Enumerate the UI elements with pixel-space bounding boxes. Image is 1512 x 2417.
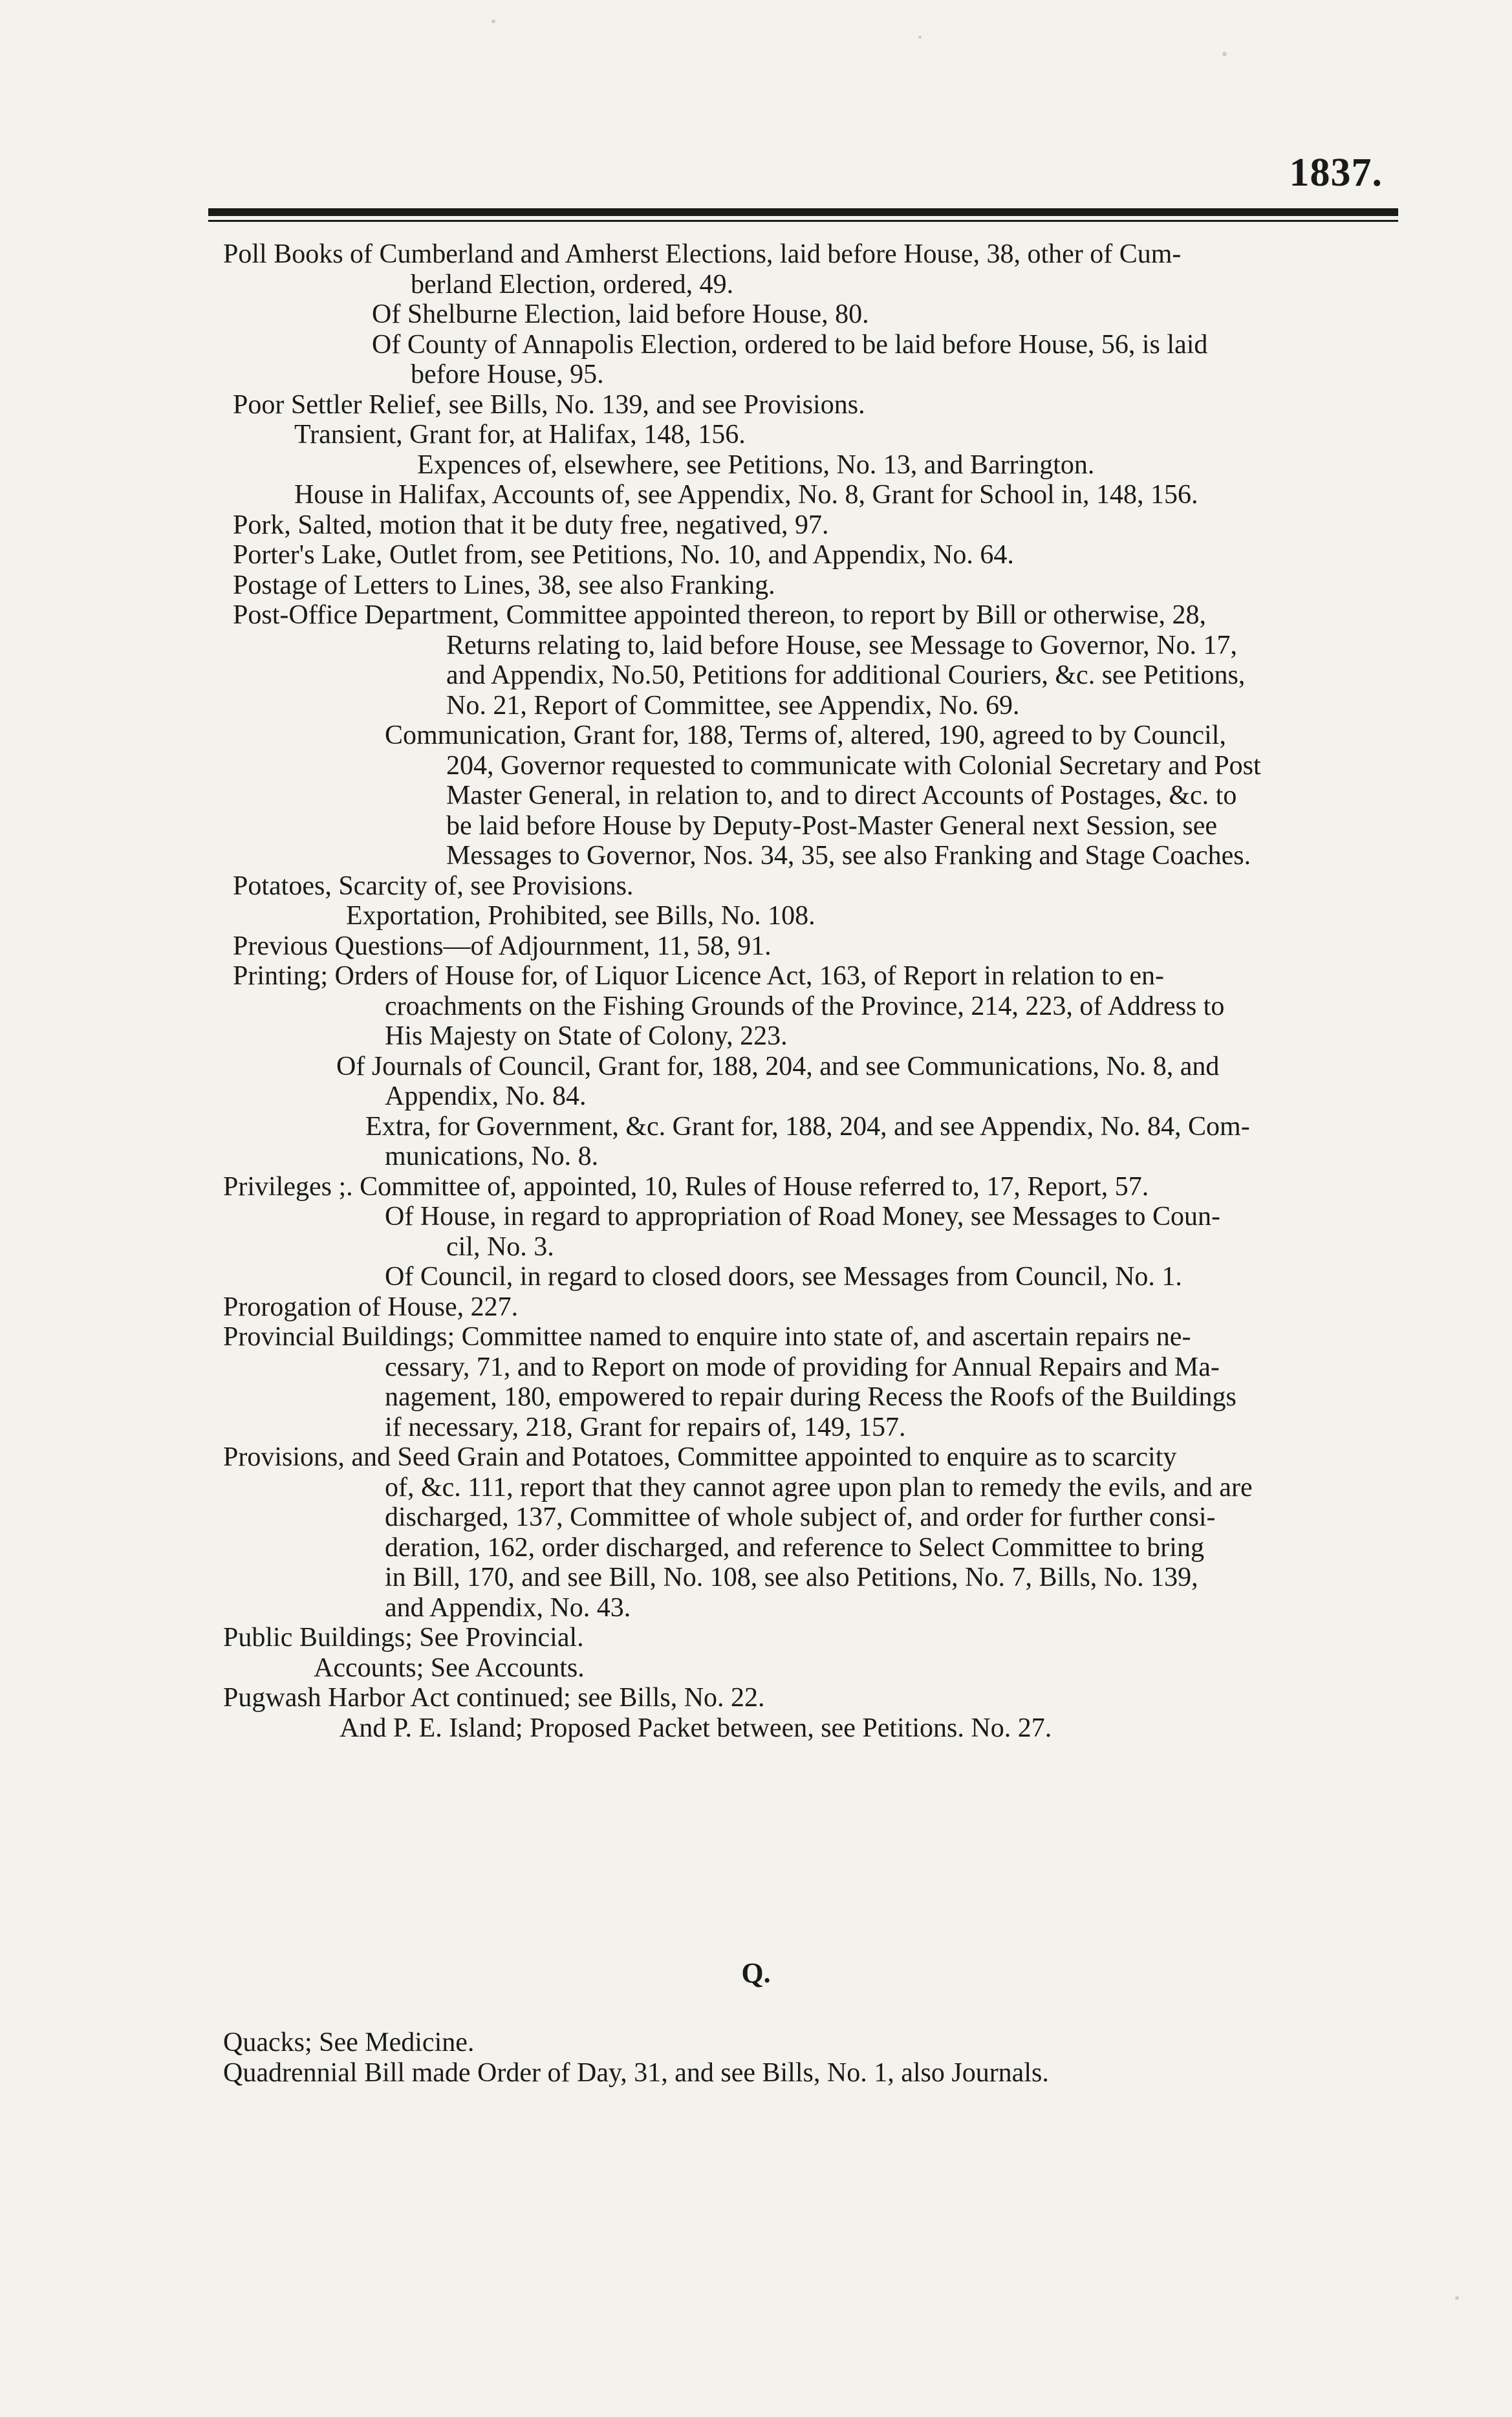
entry-line: Exportation, Prohibited, see Bills, No. 108.: [346, 901, 815, 931]
section-letter-q: Q.: [741, 1957, 771, 1989]
entry-line: discharged, 137, Committee of whole subject of, and order for further consi-: [385, 1502, 1216, 1532]
entry-line: Pugwash Harbor Act continued; see Bills, No. 22.: [223, 1683, 765, 1713]
index-entry: [223, 721, 1387, 871]
index-entry: [223, 1172, 1387, 1202]
entry-line: of, &c. 111, report that they cannot agree upon plan to remedy the evils, and are: [385, 1472, 1253, 1502]
index-entries-q: [223, 2028, 1387, 2088]
index-entry: [223, 1112, 1387, 1172]
entry-line: Of House, in regard to appropriation of Road Money, see Messages to Coun-: [385, 1202, 1220, 1231]
index-entry: [223, 570, 1387, 601]
index-entry: [223, 600, 1387, 721]
index-entry: [223, 961, 1387, 1052]
index-entry: [223, 1713, 1387, 1744]
index-entry: [223, 390, 1387, 420]
entry-line: 204, Governor requested to communicate with Colonial Secretary and Post: [446, 750, 1261, 781]
entry-line: Messages to Governor, Nos. 34, 35, see also Franking and Stage Coaches.: [446, 841, 1251, 871]
entry-line: Of Council, in regard to closed doors, see Messages from Council, No. 1.: [385, 1262, 1182, 1292]
index-entry: [223, 299, 1387, 330]
entry-line: Previous Questions—of Adjournment, 11, 58, 91.: [233, 931, 772, 961]
entry-line: Extra, for Government, &c. Grant for, 188, 204, and see Appendix, No. 84, Com-: [365, 1111, 1250, 1142]
index-entry: [223, 540, 1387, 570]
index-entry: [223, 420, 1387, 450]
entry-line: Quacks; See Medicine.: [223, 2028, 475, 2057]
entry-line: Accounts; See Accounts.: [314, 1653, 585, 1683]
header-rule-thin: [208, 220, 1398, 222]
scan-speck: [1222, 52, 1227, 56]
header-rule-thick: [208, 208, 1398, 216]
index-entry: [223, 480, 1387, 510]
index-entries-p: [223, 239, 1387, 1743]
entry-line: Communication, Grant for, 188, Terms of, altered, 190, agreed to by Council,: [385, 721, 1226, 750]
entry-line: And P. E. Island; Proposed Packet between, see Petitions. No. 27.: [340, 1713, 1052, 1743]
index-entry: [223, 1262, 1387, 1292]
entry-line: Public Buildings; See Provincial.: [223, 1623, 584, 1653]
entry-line: and Appendix, No.50, Petitions for additional Couriers, &c. see Petitions,: [446, 660, 1246, 690]
index-entry: [223, 901, 1387, 931]
entry-line: Privileges ;. Committee of, appointed, 10, Rules of House referred to, 17, Report, 57.: [223, 1171, 1149, 1202]
entry-line: Provisions, and Seed Grain and Potatoes, Committee appointed to enquire as to scarcity: [223, 1442, 1177, 1472]
index-entry: [223, 330, 1387, 390]
index-entry: [223, 1202, 1387, 1262]
entry-line: Poll Books of Cumberland and Amherst Elections, laid before House, 38, other of Cum-: [223, 239, 1182, 269]
entry-line: and Appendix, No. 43.: [385, 1592, 631, 1623]
entry-line: nagement, 180, empowered to repair during Recess the Roofs of the Buildings: [385, 1382, 1237, 1412]
entry-line: cessary, 71, and to Report on mode of providing for Annual Repairs and Ma-: [385, 1352, 1220, 1382]
entry-line: in Bill, 170, and see Bill, No. 108, see also Petitions, No. 7, Bills, No. 139,: [385, 1563, 1198, 1592]
entry-line: Quadrennial Bill made Order of Day, 31, and see Bills, No. 1, also Journals.: [223, 2057, 1049, 2088]
entry-line: Returns relating to, laid before House, see Message to Governor, No. 17,: [446, 630, 1238, 660]
index-entry: [223, 1623, 1387, 1653]
entry-line: be laid before House by Deputy-Post-Master General next Session, see: [446, 810, 1218, 841]
scan-speck: [918, 36, 922, 39]
entry-line: Appendix, No. 84.: [385, 1081, 587, 1111]
entry-line: Expences of, elsewhere, see Petitions, No. 13, and Barrington.: [417, 450, 1095, 480]
scan-speck: [1455, 2296, 1459, 2300]
scan-speck: [491, 19, 495, 23]
entry-line: Poor Settler Relief, see Bills, No. 139, and see Provisions.: [233, 389, 865, 420]
entry-line: Provincial Buildings; Committee named to enquire into state of, and ascertain repairs ne-: [223, 1322, 1191, 1352]
index-entry: [223, 2028, 1387, 2058]
entry-line: Post-Office Department, Committee appointed thereon, to report by Bill or otherwise, 28,: [233, 600, 1207, 630]
entry-line: munications, No. 8.: [385, 1142, 599, 1171]
index-entry: [223, 1442, 1387, 1623]
index-entry: [223, 1052, 1387, 1112]
entry-line: berland Election, ordered, 49.: [411, 269, 734, 299]
index-entry: [223, 1322, 1387, 1442]
index-entry: [223, 931, 1387, 962]
entry-line: Of County of Annapolis Election, ordered to be laid before House, 56, is laid: [372, 329, 1208, 360]
entry-line: Of Journals of Council, Grant for, 188, 204, and see Communications, No. 8, and: [336, 1051, 1220, 1081]
entry-line: Prorogation of House, 227.: [223, 1292, 519, 1322]
entry-line: cil, No. 3.: [446, 1231, 554, 1262]
entry-line: deration, 162, order discharged, and reference to Select Committee to bring: [385, 1532, 1204, 1563]
page-year-header: 1837.: [1289, 151, 1383, 195]
entry-line: Potatoes, Scarcity of, see Provisions.: [233, 871, 634, 901]
index-entry: [223, 1653, 1387, 1684]
entry-line: before House, 95.: [411, 360, 604, 389]
index-entry: [223, 1292, 1387, 1323]
entry-line: His Majesty on State of Colony, 223.: [385, 1021, 788, 1051]
entry-line: Pork, Salted, motion that it be duty free, negatived, 97.: [233, 510, 829, 540]
entry-line: if necessary, 218, Grant for repairs of, 149, 157.: [385, 1412, 906, 1442]
entry-line: croachments on the Fishing Grounds of the Province, 214, 223, of Address to: [385, 991, 1225, 1021]
entry-line: Transient, Grant for, at Halifax, 148, 156.: [294, 420, 746, 450]
entry-line: Printing; Orders of House for, of Liquor Licence Act, 163, of Report in relation to en-: [233, 961, 1164, 991]
entry-line: Master General, in relation to, and to direct Accounts of Postages, &c. to: [446, 781, 1237, 810]
index-entry: [223, 1683, 1387, 1713]
index-entry: [223, 2058, 1387, 2088]
entry-line: Postage of Letters to Lines, 38, see also Franking.: [233, 570, 775, 600]
index-entry: [223, 510, 1387, 541]
index-entry: [223, 871, 1387, 902]
index-entry: [223, 239, 1387, 299]
entry-line: House in Halifax, Accounts of, see Appendix, No. 8, Grant for School in, 148, 156.: [294, 480, 1198, 510]
entry-line: No. 21, Report of Committee, see Appendix, No. 69.: [446, 690, 1020, 721]
entry-line: Of Shelburne Election, laid before House, 80.: [372, 299, 869, 329]
index-entry: [223, 450, 1387, 481]
entry-line: Porter's Lake, Outlet from, see Petitions, No. 10, and Appendix, No. 64.: [233, 540, 1014, 570]
